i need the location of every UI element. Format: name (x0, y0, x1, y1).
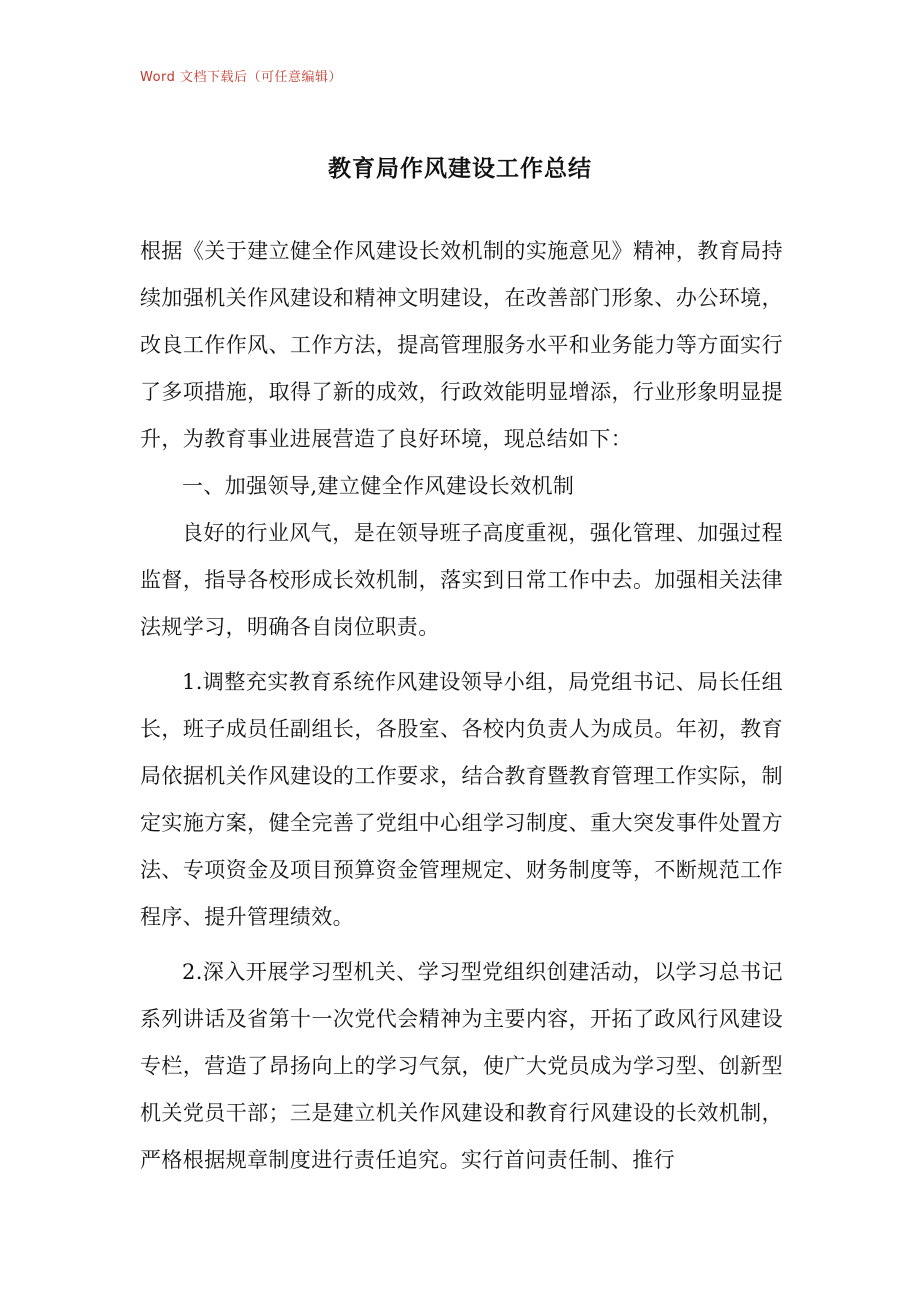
section-heading-1: 一、加强领导,建立健全作风建设长效机制 (182, 474, 575, 498)
paragraph-item-2: 2.深入开展学习型机关、学习型党组织创建活动，以学习总书记系列讲话及省第十一次党代会精神为主要内容，开拓了政风行风建设专栏，营造了昂扬向上的学习气氛，使广大党员成为学习型、创新型机关党员干部；三是建立机关作风建设和教育行风建设的长效机制，严格根据规章制度进行责任追究。实行首问责任制、推行 (140, 960, 783, 1172)
paragraph-section-1: 良好的行业风气，是在领导班子高度重视，强化管理、加强过程监督，指导各校形成长效机制，落实到日常工作中去。加强相关法律法规学习，明确各自岗位职责。 (140, 521, 783, 639)
document-body (140, 228, 783, 1184)
header-note: Word 文档下载后（可任意编辑） (140, 70, 343, 85)
paragraph-item-1: 1.调整充实教育系统作风建设领导小组，局党组书记、局长任组长，班子成员任副组长，各股室、各校内负责人为成员。年初，教育局依据机关作风建设的工作要求，结合教育暨教育管理工作实际，制定实施方案，健全完善了党组中心组学习制度、重大突发事件处置方法、专项资金及项目预算资金管理规定、财务制度等，不断规范工作程序、提升管理绩效。 (140, 670, 783, 929)
paragraph-intro: 根据《关于建立健全作风建设长效机制的实施意见》精神，教育局持续加强机关作风建设和精神文明建设，在改善部门形象、办公环境，改良工作作风、工作方法，提高管理服务水平和业务能力等方面实行了多项措施，取得了新的成效，行政效能明显增添，行业形象明显提升，为教育事业进展营造了良好环境，现总结如下： (140, 239, 783, 451)
document-title: 教育局作风建设工作总结 (328, 156, 592, 182)
